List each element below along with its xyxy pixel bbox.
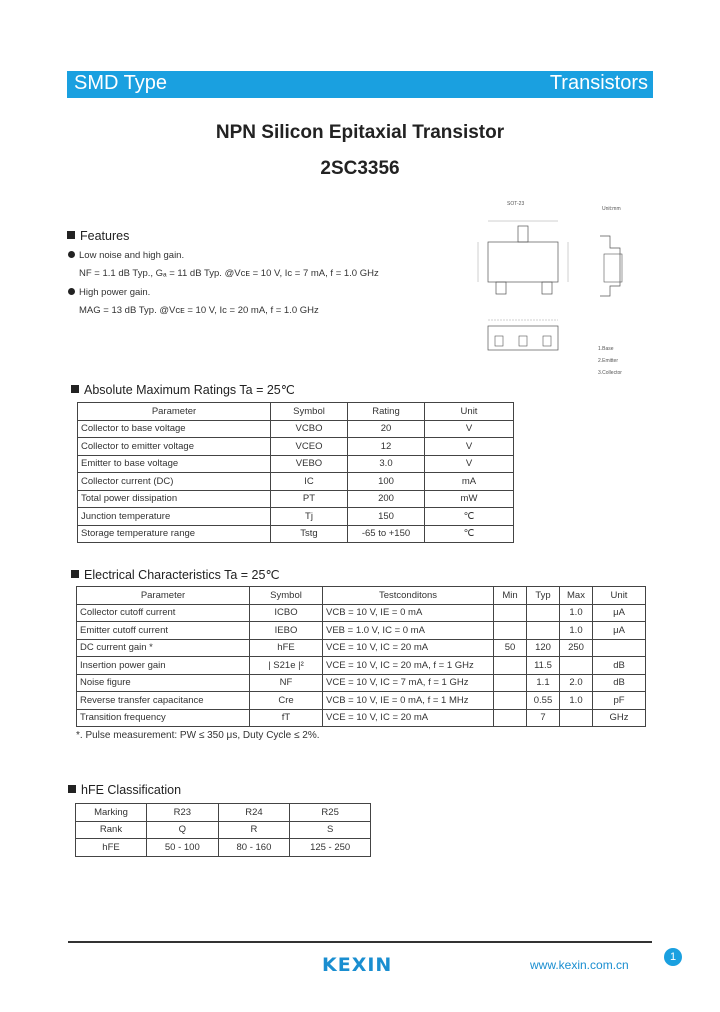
cell [494,657,527,675]
cell: dB [593,657,646,675]
col-header: Min [494,587,527,605]
table-row [77,604,646,622]
part-number: 2SC3356 [320,158,400,179]
cell: 120 [527,639,560,657]
cell: IC [271,473,348,491]
cell: ICBO [250,604,323,622]
cell: V [425,455,514,473]
elec-table [76,586,646,727]
website-link[interactable]: www.kexin.com.cn [530,958,629,972]
cell: NF [250,674,323,692]
cell: Marking [76,804,147,822]
pulse-note: *. Pulse measurement: PW ≤ 350 μs, Duty Cycle ≤ 2%. [76,730,320,741]
cell: 125 - 250 [290,839,371,857]
cell: VCBO [271,420,348,438]
cell [560,657,593,675]
cell [527,604,560,622]
col-header: Max [560,587,593,605]
abs-max-heading: Absolute Maximum Ratings Ta = 25℃ [71,382,295,397]
cell: Collector current (DC) [78,473,271,491]
cell: mW [425,490,514,508]
cell: VCB = 10 V, IE = 0 mA, f = 1 MHz [323,692,494,710]
col-header: Symbol [250,587,323,605]
cell: mA [425,473,514,491]
header-right: Transistors [549,72,648,94]
cell: 1.1 [527,674,560,692]
cell: Collector to emitter voltage [78,438,271,456]
cell: VEBO [271,455,348,473]
cell: Noise figure [77,674,250,692]
table-row [78,508,514,526]
table-header-row [78,403,514,421]
cell: Collector cutoff current [77,604,250,622]
hfe-heading: hFE Classification [68,783,181,797]
table-row [76,821,371,839]
table-row [78,420,514,438]
cell: hFE [250,639,323,657]
col-header: Typ [527,587,560,605]
cell: IEBO [250,622,323,640]
cell: Collector to base voltage [78,420,271,438]
page-title: NPN Silicon Epitaxial Transistor [215,122,505,143]
cell: Total power dissipation [78,490,271,508]
cell: 0.55 [527,692,560,710]
table-row [78,438,514,456]
cell: VEB = 1.0 V, IC = 0 mA [323,622,494,640]
features-heading: Features [67,229,129,243]
cell [494,622,527,640]
cell: Junction temperature [78,508,271,526]
cell: 1.0 [560,604,593,622]
abs-max-table [77,402,514,543]
cell: R24 [218,804,290,822]
col-header: Parameter [77,587,250,605]
cell: 200 [348,490,425,508]
cell: 250 [560,639,593,657]
cell: R25 [290,804,371,822]
cell: PT [271,490,348,508]
cell: 50 - 100 [147,839,219,857]
cell: 1.0 [560,622,593,640]
cell: fT [250,709,323,727]
elec-heading: Electrical Characteristics Ta = 25℃ [71,567,279,582]
cell: VCE = 10 V, IC = 20 mA, f = 1 GHz [323,657,494,675]
table-row [78,455,514,473]
table-row [78,490,514,508]
cell: 7 [527,709,560,727]
cell: VCEO [271,438,348,456]
cell: V [425,438,514,456]
col-header: Rating [348,403,425,421]
cell [494,709,527,727]
col-header: Testconditons [323,587,494,605]
cell: μA [593,604,646,622]
footer-divider [68,941,652,943]
feature-2: High power gain. [68,287,150,298]
feature-2-detail: MAG = 13 dB Typ. @Vᴄᴇ = 10 V, Iᴄ = 20 mA, f = 1.0 GHz [79,305,319,316]
table-row [77,639,646,657]
cell [494,692,527,710]
bullet-icon [68,251,75,258]
col-header: Parameter [78,403,271,421]
table-row [78,473,514,491]
cell: Reverse transfer capacitance [77,692,250,710]
cell: Q [147,821,219,839]
table-row [76,839,371,857]
table-row [77,692,646,710]
col-header: Symbol [271,403,348,421]
cell: Transition frequency [77,709,250,727]
cell: 150 [348,508,425,526]
cell: R [218,821,290,839]
table-row [76,804,371,822]
col-header: Unit [425,403,514,421]
header-left: SMD Type [74,72,167,94]
cell [494,604,527,622]
table-row [77,657,646,675]
cell: Emitter cutoff current [77,622,250,640]
cell: hFE [76,839,147,857]
pin-label-2: 2.Emitter [598,358,619,364]
cell: Tstg [271,525,348,543]
bullet-icon [68,288,75,295]
cell: 50 [494,639,527,657]
cell: 1.0 [560,692,593,710]
page-number: 1 [664,948,682,966]
table-row [78,525,514,543]
package-diagram [470,196,640,386]
cell: ℃ [425,525,514,543]
hfe-table [75,803,371,857]
cell: R23 [147,804,219,822]
cell: dB [593,674,646,692]
cell: 11.5 [527,657,560,675]
cell: pF [593,692,646,710]
col-header: Unit [593,587,646,605]
cell: 20 [348,420,425,438]
cell: 100 [348,473,425,491]
cell: Cre [250,692,323,710]
cell: Storage temperature range [78,525,271,543]
cell: -65 to +150 [348,525,425,543]
package-name: SOT-23 [507,201,525,207]
cell [527,622,560,640]
cell: 2.0 [560,674,593,692]
cell: VCE = 10 V, IC = 20 mA [323,639,494,657]
table-row [77,622,646,640]
cell [494,674,527,692]
feature-1-detail: NF = 1.1 dB Typ., Gₐ = 11 dB Typ. @Vᴄᴇ = 10 V, Iᴄ = 7 mA, f = 1.0 GHz [79,268,379,279]
table-header-row [77,587,646,605]
package-unit: Unit:mm [602,206,621,212]
cell: DC current gain * [77,639,250,657]
cell [560,709,593,727]
cell: GHz [593,709,646,727]
cell: | S21e |² [250,657,323,675]
cell: Tj [271,508,348,526]
cell: 80 - 160 [218,839,290,857]
cell: VCB = 10 V, IE = 0 mA [323,604,494,622]
cell: μA [593,622,646,640]
kexin-logo: KEXIN [322,954,393,976]
table-row [77,674,646,692]
cell: VCE = 10 V, IC = 20 mA [323,709,494,727]
cell: Emitter to base voltage [78,455,271,473]
pin-label-3: 3.Collector [598,370,622,376]
pin-label-1: 1.Base [598,346,614,352]
cell: Insertion power gain [77,657,250,675]
cell: 3.0 [348,455,425,473]
cell: 12 [348,438,425,456]
cell: VCE = 10 V, IC = 7 mA, f = 1 GHz [323,674,494,692]
feature-1: Low noise and high gain. [68,250,184,261]
header-banner [67,71,653,98]
cell [593,639,646,657]
cell: V [425,420,514,438]
cell: Rank [76,821,147,839]
cell: ℃ [425,508,514,526]
cell: S [290,821,371,839]
table-row [77,709,646,727]
